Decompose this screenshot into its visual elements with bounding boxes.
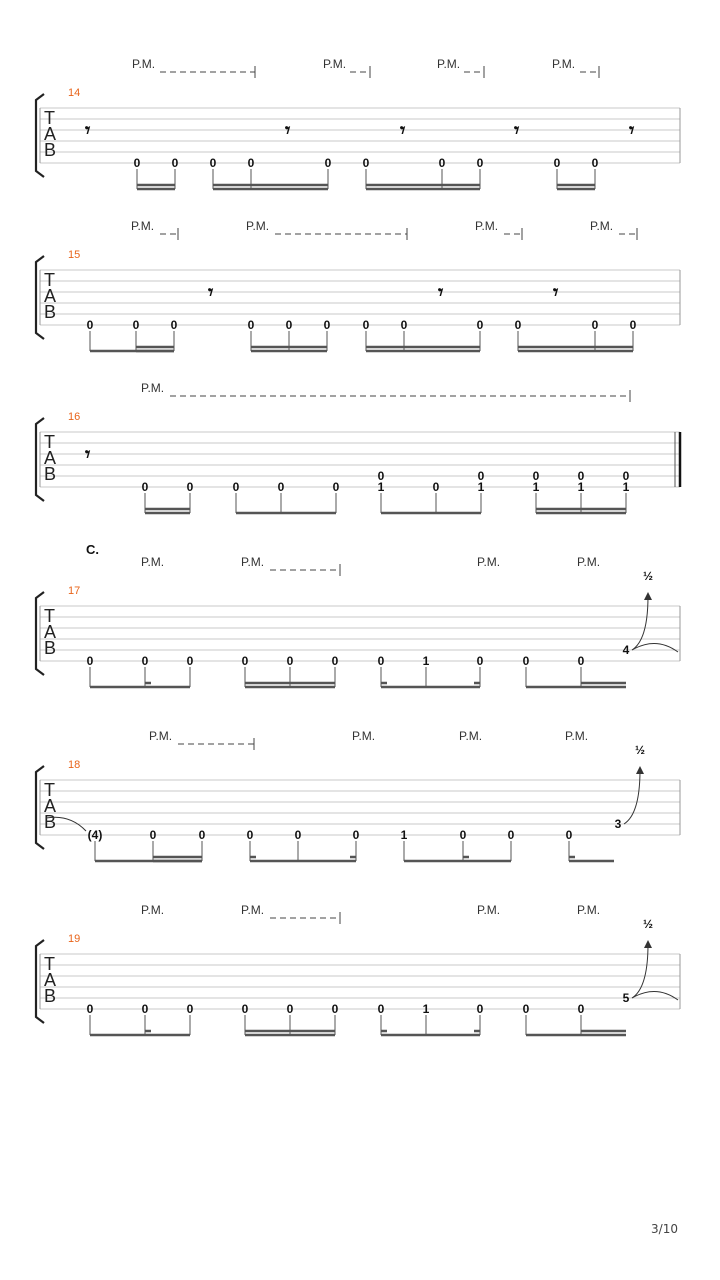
tab-clef-letter: T: [44, 432, 55, 452]
fret-number: 0: [149, 828, 157, 842]
bend-arrow: [632, 596, 648, 650]
fret-number: 0: [565, 828, 573, 842]
fret-number: 0: [577, 1002, 585, 1016]
eighth-rest: 𝄾: [85, 118, 91, 142]
fret-number: 0: [186, 480, 194, 494]
palm-mute-label: P.M.: [552, 57, 576, 71]
eighth-rest: 𝄾: [85, 442, 91, 466]
section-marker: C.: [86, 542, 99, 557]
tab-clef-letter: B: [44, 812, 57, 832]
measure-number: 17: [68, 585, 81, 597]
fret-number: 1: [532, 480, 540, 494]
fret-number: 0: [246, 828, 254, 842]
palm-mute-label: P.M.: [141, 381, 165, 395]
palm-mute-label: P.M.: [149, 729, 173, 743]
eighth-rest: 𝄾: [285, 118, 291, 142]
fret-number: 0: [186, 1002, 194, 1016]
palm-mute-label: P.M.: [590, 219, 614, 233]
tab-system: [36, 903, 680, 1035]
fret-number: 0: [514, 318, 522, 332]
fret-number: 0: [438, 156, 446, 170]
tab-clef-letter: B: [44, 464, 57, 484]
palm-mute-label: P.M.: [577, 555, 601, 569]
palm-mute-label: P.M.: [577, 903, 601, 917]
palm-mute-label: P.M.: [475, 219, 499, 233]
palm-mute-label: P.M.: [437, 57, 461, 71]
fret-number: 0: [286, 654, 294, 668]
fret-number: 0: [323, 318, 331, 332]
bend-arrow: [632, 944, 648, 998]
tab-clef-letter: T: [44, 954, 55, 974]
fret-number: 0: [629, 318, 637, 332]
fret-number: 0: [141, 1002, 149, 1016]
tab-system: [36, 381, 680, 513]
fret-number: 0: [332, 480, 340, 494]
fret-number: 0: [459, 828, 467, 842]
fret-number: 1: [577, 480, 585, 494]
bend-tie: [632, 991, 678, 1000]
tab-clef-letter: A: [44, 448, 57, 468]
fret-number: 1: [422, 1002, 430, 1016]
palm-mute-label: P.M.: [241, 903, 265, 917]
fret-number: 0: [577, 469, 585, 483]
fret-number: 0: [477, 469, 485, 483]
palm-mute-label: P.M.: [477, 903, 501, 917]
tab-system: [36, 729, 680, 861]
fret-number: 0: [377, 469, 385, 483]
fret-number: 0: [591, 156, 599, 170]
bend-arrowhead: [644, 940, 652, 948]
tab-clef-letter: T: [44, 780, 55, 800]
fret-number: 0: [476, 156, 484, 170]
fret-number: 0: [377, 1002, 385, 1016]
bend-arrow: [624, 770, 640, 824]
fret-number: 0: [241, 654, 249, 668]
fret-number: 0: [522, 654, 530, 668]
fret-number: 0: [86, 1002, 94, 1016]
page-number: 3/10: [651, 1222, 678, 1236]
measure-number: 16: [68, 411, 81, 423]
tab-clef-letter: A: [44, 970, 57, 990]
fret-number: 0: [553, 156, 561, 170]
measure-number: 19: [68, 933, 81, 945]
bend-amount: ½: [642, 917, 654, 931]
tab-clef-letter: B: [44, 140, 57, 160]
fret-number: 0: [352, 828, 360, 842]
fret-number: 0: [141, 480, 149, 494]
palm-mute-label: P.M.: [132, 57, 156, 71]
fret-number: 0: [86, 654, 94, 668]
tab-system: [36, 219, 680, 351]
palm-mute-label: P.M.: [352, 729, 376, 743]
bend-amount: ½: [642, 569, 654, 583]
fret-number: 0: [622, 469, 630, 483]
palm-mute-label: P.M.: [131, 219, 155, 233]
fret-number: 1: [622, 480, 630, 494]
palm-mute-label: P.M.: [241, 555, 265, 569]
tab-clef-letter: B: [44, 638, 57, 658]
fret-number: 0: [522, 1002, 530, 1016]
fret-number: 0: [362, 318, 370, 332]
eighth-rest: 𝄾: [438, 280, 444, 304]
fret-number: 0: [324, 156, 332, 170]
bend-fret-number: 3: [614, 817, 622, 831]
measure-number: 15: [68, 249, 81, 261]
fret-number: 0: [286, 1002, 294, 1016]
tab-clef-letter: A: [44, 124, 57, 144]
eighth-rest: 𝄾: [400, 118, 406, 142]
eighth-rest: 𝄾: [208, 280, 214, 304]
fret-number: 0: [186, 654, 194, 668]
fret-number: 0: [532, 469, 540, 483]
fret-number: 0: [86, 318, 94, 332]
palm-mute-label: P.M.: [323, 57, 347, 71]
fret-number: 0: [377, 654, 385, 668]
bend-arrowhead: [636, 766, 644, 774]
palm-mute-label: P.M.: [246, 219, 270, 233]
bend-arrowhead: [644, 592, 652, 600]
palm-mute-label: P.M.: [459, 729, 483, 743]
bend-fret-number: 5: [622, 991, 630, 1005]
fret-number: 0: [331, 1002, 339, 1016]
fret-number: 0: [432, 480, 440, 494]
fret-number: 0: [209, 156, 217, 170]
tab-clef-letter: T: [44, 108, 55, 128]
tab-clef-letter: T: [44, 606, 55, 626]
fret-number: 0: [198, 828, 206, 842]
tab-clef-letter: B: [44, 986, 57, 1006]
fret-number: 0: [362, 156, 370, 170]
fret-number: 0: [171, 156, 179, 170]
fret-number: 0: [476, 654, 484, 668]
fret-number: 0: [476, 318, 484, 332]
tab-clef-letter: T: [44, 270, 55, 290]
fret-number: 0: [507, 828, 515, 842]
fret-number: 0: [400, 318, 408, 332]
tab-system: [36, 542, 680, 687]
fret-number: 0: [285, 318, 293, 332]
bend-fret-number: 4: [622, 643, 630, 657]
eighth-rest: 𝄾: [629, 118, 635, 142]
tab-clef-letter: A: [44, 622, 57, 642]
fret-number: 0: [247, 156, 255, 170]
bend-tie: [632, 643, 678, 652]
fret-number: 0: [170, 318, 178, 332]
fret-number: 0: [247, 318, 255, 332]
tab-clef-letter: A: [44, 796, 57, 816]
measure-number: 18: [68, 759, 81, 771]
fret-number: (4): [87, 828, 103, 842]
fret-number: 0: [132, 318, 140, 332]
tab-clef-letter: A: [44, 286, 57, 306]
fret-number: 0: [232, 480, 240, 494]
fret-number: 0: [591, 318, 599, 332]
fret-number: 1: [377, 480, 385, 494]
fret-number: 0: [141, 654, 149, 668]
bend-amount: ½: [634, 743, 646, 757]
measure-number: 14: [68, 87, 81, 99]
tab-system: [36, 57, 680, 189]
fret-number: 1: [400, 828, 408, 842]
fret-number: 1: [422, 654, 430, 668]
palm-mute-label: P.M.: [477, 555, 501, 569]
palm-mute-label: P.M.: [141, 555, 165, 569]
fret-number: 0: [133, 156, 141, 170]
fret-number: 0: [294, 828, 302, 842]
eighth-rest: 𝄾: [553, 280, 559, 304]
palm-mute-label: P.M.: [565, 729, 589, 743]
fret-number: 0: [476, 1002, 484, 1016]
fret-number: 0: [277, 480, 285, 494]
fret-number: 0: [241, 1002, 249, 1016]
palm-mute-label: P.M.: [141, 903, 165, 917]
tab-clef-letter: B: [44, 302, 57, 322]
fret-number: 0: [577, 654, 585, 668]
eighth-rest: 𝄾: [514, 118, 520, 142]
fret-number: 0: [331, 654, 339, 668]
fret-number: 1: [477, 480, 485, 494]
